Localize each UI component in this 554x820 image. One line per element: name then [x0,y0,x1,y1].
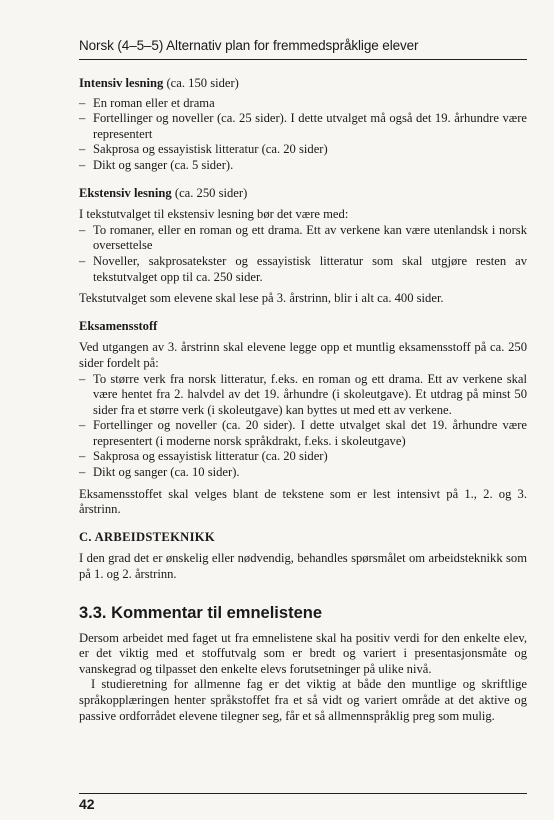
list-item: – To romaner, eller en roman og ett drama. Ett av verkene kan være utenlandsk i norsk oversettelse [79,223,527,254]
running-header: Norsk (4–5–5) Alternativ plan for fremmedspråklige elever [79,38,419,53]
eksamen-heading: Eksamensstoff [79,318,158,333]
kommentar-heading: 3.3. Kommentar til emnelistene [79,603,322,622]
section-arbeidsteknikk [79,530,527,583]
intensiv-list [79,96,527,174]
list-item: – Dikt og sanger (ca. 10 sider). [79,465,527,481]
ekstensiv-list [79,223,527,285]
kommentar-paragraph-2: I studieretning for allmenne fag er det viktig at både den muntlige og skriftlige språkopplæringen henter språkstoffet fra et så vidt og variert område at det aktive og passive ordforrådet elevene tilegner seg, får et så allmennspråklig preg som mulig. [79,677,527,723]
list-item: – Noveller, sakprosatekster og essayistisk litteratur som skal utgjøre resten av tekstutvalget opp til ca. 250 sider. [79,254,527,285]
ekstensiv-summary: Tekstutvalget som elevene skal lese på 3. årstrinn, blir i alt ca. 400 sider. [79,291,444,306]
list-item: – Fortellinger og noveller (ca. 20 sider). I dette utvalget skal det 19. århundre være representert (i moderne norsk språkdrakt, f.eks. i skoleutgave) [79,418,527,449]
section-kommentar [79,603,527,725]
list-item: – En roman eller et drama [79,96,527,112]
intensiv-heading-line [79,76,527,92]
ekstensiv-intro: I tekstutvalget til ekstensiv lesning bør det være med: [79,207,349,222]
page-number: 42 [79,796,95,812]
section-eksamen [79,319,527,518]
list-item: – To større verk fra norsk litteratur, f.eks. en roman og ett drama. Ett av verkene skal være hentet fra 2. halvdel av det 19. århundre (i skoleutgave). Et utdrag på minst 50 sider fra et større verk (i skoleutgave) kan byttes ut med ett av verkene. [79,372,527,419]
ekstensiv-heading-line [79,186,527,202]
list-item: – Sakprosa og essayistisk litteratur (ca. 20 sider) [79,449,527,465]
page-content [79,76,527,724]
header-rule [79,59,527,60]
kommentar-paragraph-1: Dersom arbeidet med faget ut fra emnelistene skal ha positiv verdi for den enkelte elev, er det viktig med et stoffutvalg som er bredt og variert i presentasjonsmåte og vanskegrad og tilpasset den enkelte elevs forutsetninger på ulike nivå. [79,630,527,676]
footer-rule [79,793,527,794]
section-intensiv [79,76,527,174]
eksamen-list [79,372,527,481]
eksamen-summary: Eksamensstoffet skal velges blant de tekstene som er lest intensivt på 1., 2. og 3. årstrinn. [79,486,527,517]
intensiv-heading: Intensiv lesning [79,76,164,90]
eksamen-intro: Ved utgangen av 3. årstrinn skal elevene legge opp et muntlig eksamensstoff på ca. 250 sider fordelt på: [79,340,527,370]
list-item: – Sakprosa og essayistisk litteratur (ca. 20 sider) [79,142,527,158]
ekstensiv-heading: Ekstensiv lesning [79,185,172,200]
arbeidsteknikk-heading: C. ARBEIDSTEKNIKK [79,529,215,544]
ekstensiv-heading-suffix: (ca. 250 sider) [171,185,248,200]
list-item: – Fortellinger og noveller (ca. 25 sider). I dette utvalget må også det 19. århundre være representert [79,111,527,142]
list-item: – Dikt og sanger (ca. 5 sider). [79,158,527,174]
intensiv-heading-suffix: (ca. 150 sider) [163,76,239,90]
section-ekstensiv [79,186,527,307]
arbeidsteknikk-text: I den grad det er ønskelig eller nødvendig, behandles spørsmålet om arbeidsteknikk som på 1. og 2. årstrinn. [79,551,527,582]
